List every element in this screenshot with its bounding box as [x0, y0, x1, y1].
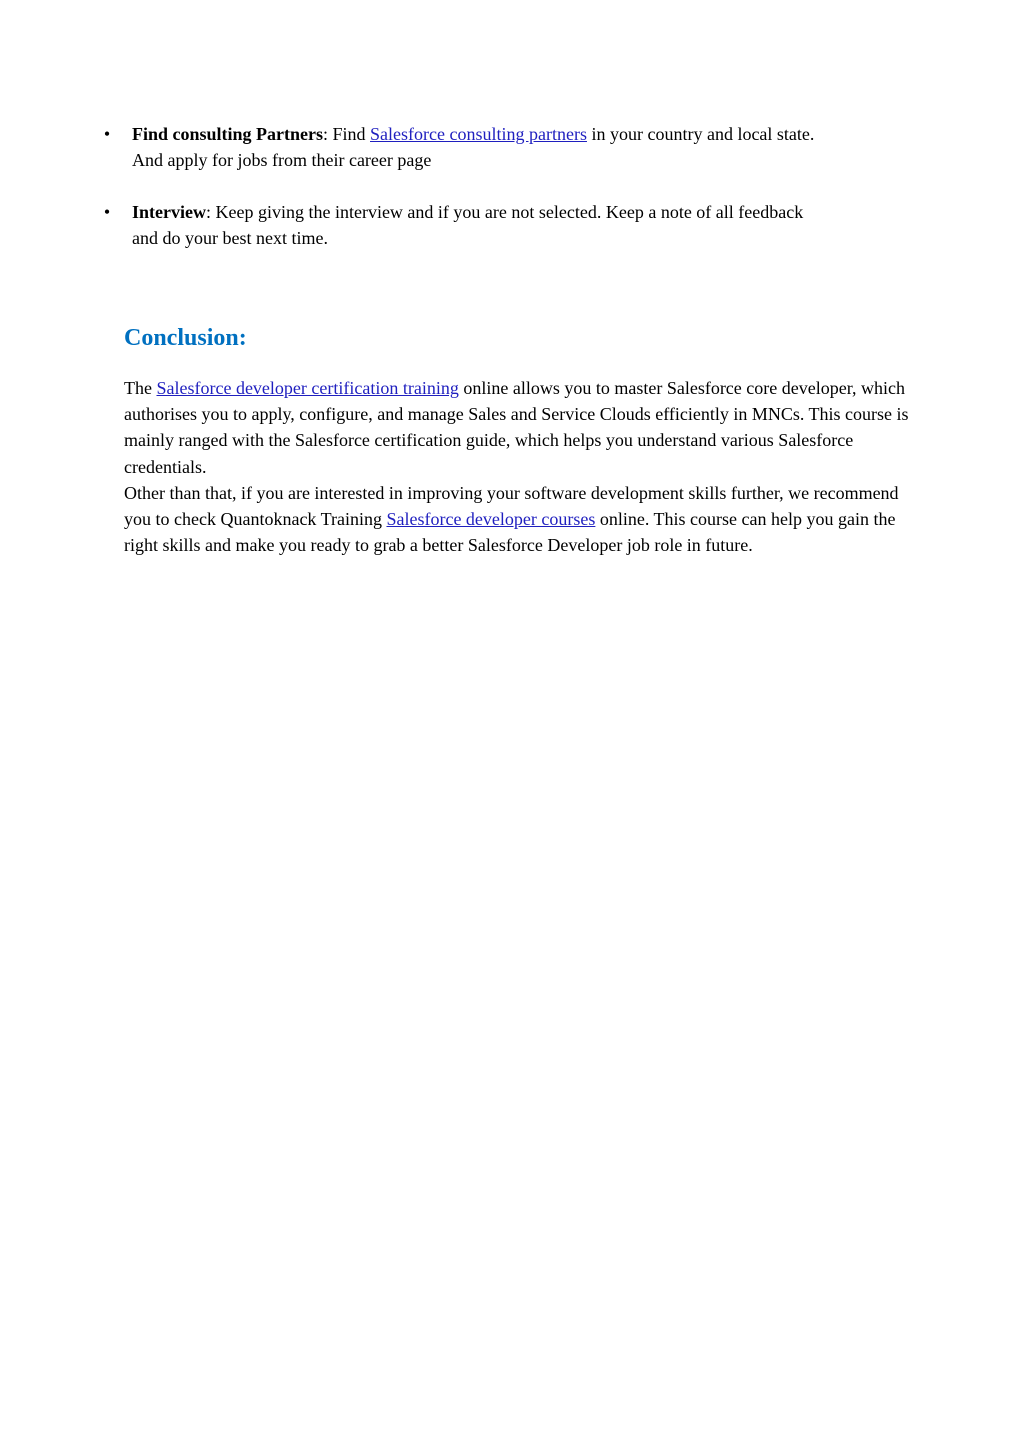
paragraph-text: The [124, 378, 157, 398]
bullet-term: Find consulting Partners [132, 124, 324, 144]
conclusion-body [124, 375, 914, 558]
bullet-text: : Find [323, 124, 371, 144]
bullet-text: and do your best next time. [132, 228, 328, 248]
salesforce-consulting-partners-link[interactable]: Salesforce consulting partners [370, 124, 587, 144]
bullet-item-find-consulting-partners [100, 121, 900, 173]
paragraph-text: Other than that, if you are interested in improving your software development skills further, we recommend you to check Quantoknack Training [124, 482, 899, 530]
conclusion-paragraph [124, 480, 914, 559]
bullet-icon: • [103, 202, 111, 222]
paragraph-text: online. This course can help you gain the right skills and make you ready to grab a better Salesforce Developer job role in future. [124, 509, 896, 556]
salesforce-developer-courses-link[interactable]: Salesforce developer courses [386, 509, 596, 530]
bullet-list [100, 121, 900, 277]
bullet-text: in your country and local state. [586, 124, 815, 144]
bullet-icon: • [103, 124, 111, 144]
conclusion-heading: Conclusion: [124, 325, 247, 351]
bullet-text: And apply for jobs from their career page [132, 150, 432, 170]
bullet-item-interview [100, 199, 900, 251]
salesforce-developer-certification-training-link[interactable]: Salesforce developer certification training [156, 378, 459, 398]
paragraph-text: online allows you to master Salesforce core developer, which authorises you to apply, configure, and manage Sales and Service Clouds efficiently in MNCs. This course is mainly ranged with the Salesforce certification guide, which helps you understand various Salesforce credentials. [124, 378, 909, 477]
bullet-term: Interview [132, 202, 206, 222]
conclusion-paragraph [124, 375, 914, 480]
bullet-text: : Keep giving the interview and if you are not selected. Keep a note of all feedback [205, 202, 804, 222]
